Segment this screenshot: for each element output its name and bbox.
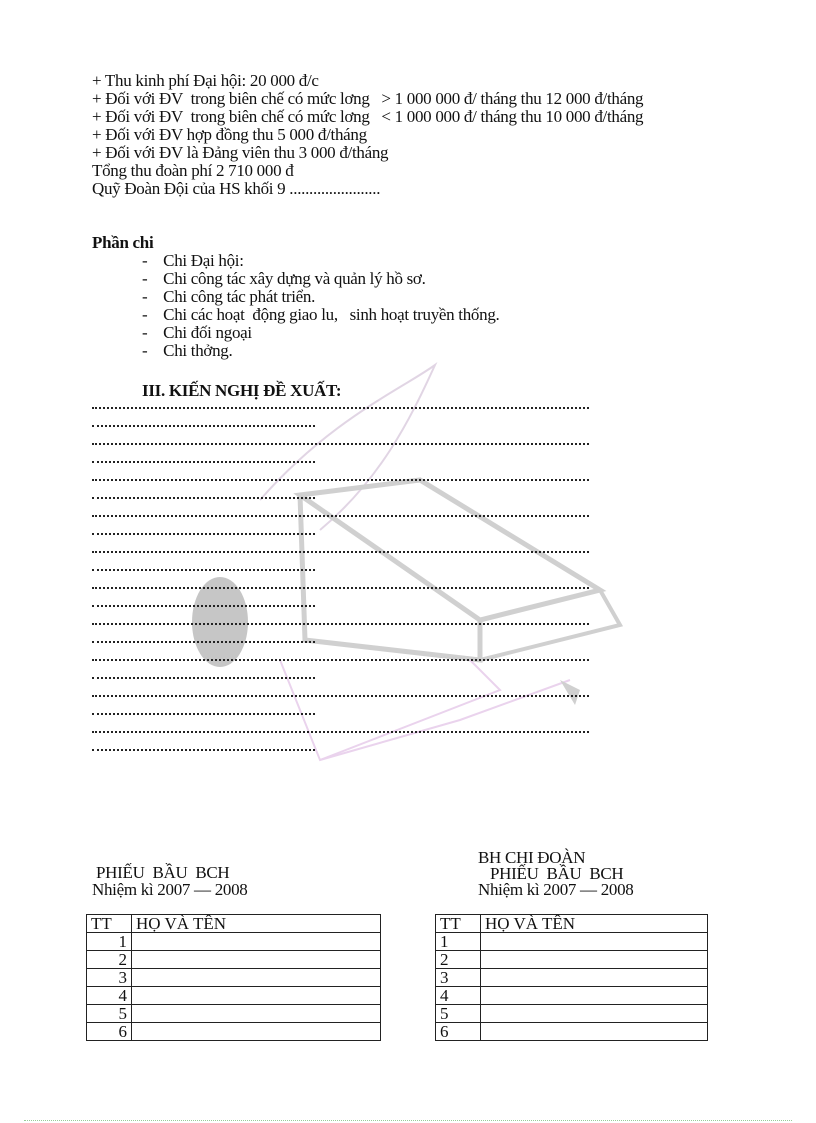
proposal-heading: III. KIẾN NGHỊ ĐỀ XUẤT: [142, 381, 342, 400]
row-number: 2 [436, 951, 481, 969]
blank-dotted-line [92, 731, 589, 733]
blank-dotted-line [92, 605, 315, 607]
income-total: Tổng thu đoàn phí 2 710 000 đ [92, 161, 294, 180]
table-row [436, 987, 708, 1005]
ballot-org: BH CHI ĐOÀN [478, 848, 586, 867]
row-number: 6 [436, 1023, 481, 1041]
header-tt: TT [87, 915, 132, 933]
table-row [436, 1005, 708, 1023]
name-cell[interactable] [132, 933, 381, 951]
income-line: + Đối với ĐV hợp đồng thu 5 000 đ/tháng [92, 125, 367, 144]
table-row [436, 969, 708, 987]
income-line: + Đối với ĐV trong biên chế có mức lơng < 1 000 000 đ/ tháng thu 10 000 đ/tháng [92, 107, 644, 126]
table-row [87, 1005, 381, 1023]
name-cell[interactable] [132, 969, 381, 987]
name-cell[interactable] [481, 969, 708, 987]
blank-dotted-line [92, 443, 589, 445]
income-line: + Thu kinh phí Đại hội: 20 000 đ/c [92, 71, 319, 90]
ballot-term: Nhiệm kì 2007 — 2008 [92, 880, 248, 899]
name-cell[interactable] [481, 1023, 708, 1041]
row-number: 6 [87, 1023, 132, 1041]
income-line: + Đối với ĐV trong biên chế có mức lơng > 1 000 000 đ/ tháng thu 12 000 đ/tháng [92, 89, 644, 108]
row-number: 1 [436, 933, 481, 951]
row-number: 3 [436, 969, 481, 987]
row-number: 5 [87, 1005, 132, 1023]
row-number: 2 [87, 951, 132, 969]
ballot-table [435, 914, 708, 1041]
page-footer-divider [24, 1120, 792, 1121]
row-number: 4 [436, 987, 481, 1005]
blank-dotted-line [92, 659, 589, 661]
table-row [87, 987, 381, 1005]
blank-dotted-line [92, 569, 315, 571]
table-row [87, 1023, 381, 1041]
expense-item: - Chi các hoạt động giao lu, sinh hoạt truyền thống. [142, 305, 500, 324]
header-name: HỌ VÀ TÊN [132, 915, 381, 933]
table-row [87, 951, 381, 969]
table-row [436, 951, 708, 969]
blank-dotted-line [92, 677, 315, 679]
table-row [87, 933, 381, 951]
table-row [436, 933, 708, 951]
name-cell[interactable] [132, 951, 381, 969]
blank-dotted-line [92, 533, 315, 535]
name-cell[interactable] [132, 1005, 381, 1023]
blank-dotted-line [92, 623, 589, 625]
blank-dotted-line [92, 407, 589, 409]
row-number: 1 [87, 933, 132, 951]
fund-line: Quỹ Đoàn Đội của HS khối 9 ....................... [92, 179, 381, 198]
header-name: HỌ VÀ TÊN [481, 915, 708, 933]
expense-item: - Chi Đại hội: [142, 251, 244, 270]
ballot-title: PHIẾU BẦU BCH [490, 864, 624, 883]
expense-item: - Chi công tác xây dựng và quản lý hồ sơ. [142, 269, 426, 288]
row-number: 4 [87, 987, 132, 1005]
expense-item: - Chi thởng. [142, 341, 233, 360]
income-line: + Đối với ĐV là Đảng viên thu 3 000 đ/tháng [92, 143, 389, 162]
name-cell[interactable] [481, 1005, 708, 1023]
expense-item: - Chi đối ngoại [142, 323, 252, 342]
blank-dotted-line [92, 425, 315, 427]
expense-item: - Chi công tác phát triển. [142, 287, 316, 306]
name-cell[interactable] [132, 987, 381, 1005]
blank-dotted-line [92, 641, 315, 643]
blank-dotted-line [92, 695, 589, 697]
expense-heading: Phần chi [92, 233, 154, 252]
blank-dotted-line [92, 461, 315, 463]
row-number: 3 [87, 969, 132, 987]
blank-dotted-line [92, 515, 589, 517]
table-header-row [436, 915, 708, 933]
ballot-title: PHIẾU BẦU BCH [96, 863, 230, 882]
table-header-row [87, 915, 381, 933]
blank-dotted-line [92, 587, 589, 589]
name-cell[interactable] [481, 933, 708, 951]
table-row [436, 1023, 708, 1041]
name-cell[interactable] [132, 1023, 381, 1041]
table-row [87, 969, 381, 987]
ballot-term: Nhiệm kì 2007 — 2008 [478, 880, 634, 899]
blank-dotted-line [92, 713, 315, 715]
row-number: 5 [436, 1005, 481, 1023]
blank-dotted-line [92, 551, 589, 553]
blank-dotted-line [92, 479, 589, 481]
header-tt: TT [436, 915, 481, 933]
name-cell[interactable] [481, 951, 708, 969]
name-cell[interactable] [481, 987, 708, 1005]
blank-dotted-line [92, 749, 315, 751]
ballot-table [86, 914, 381, 1041]
blank-dotted-line [92, 497, 315, 499]
